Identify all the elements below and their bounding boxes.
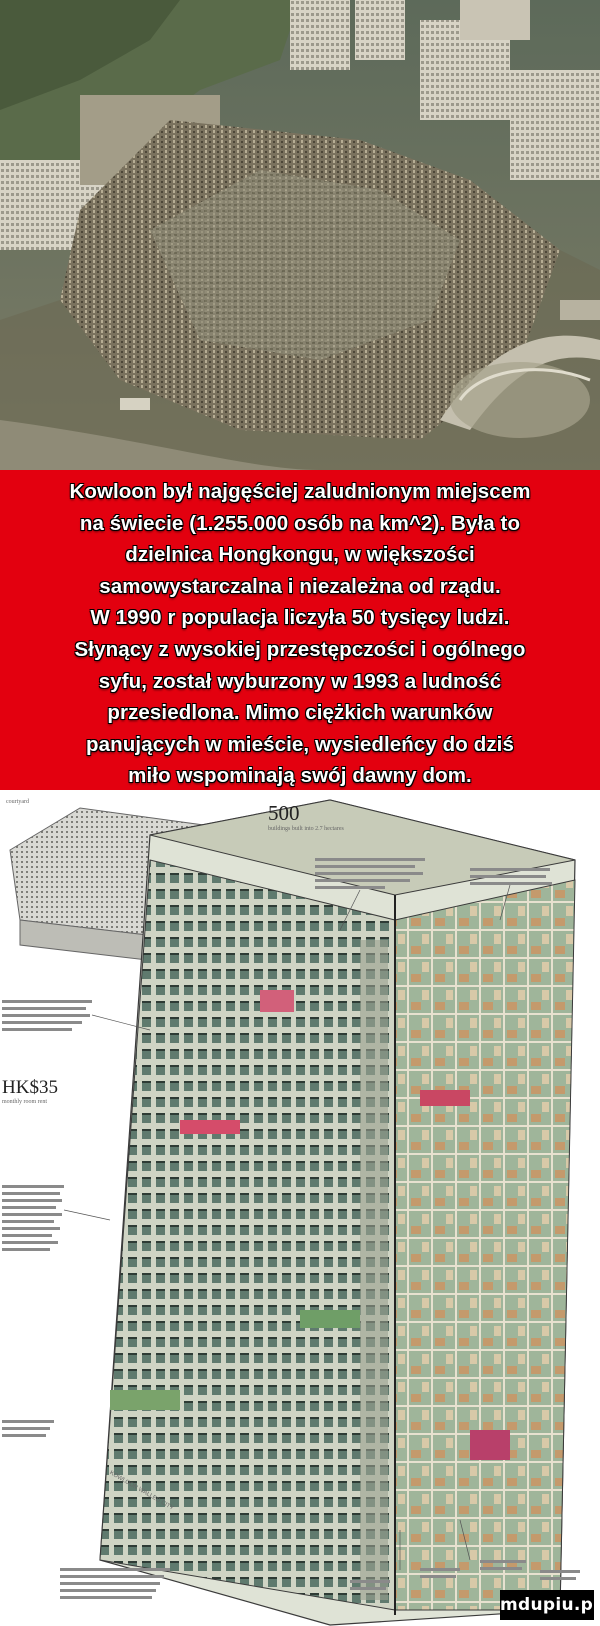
courtyard-label: courtyard xyxy=(6,799,29,805)
aerial-photo-graphic xyxy=(0,0,600,470)
headline-number: 500 xyxy=(268,801,300,825)
caption-box xyxy=(0,470,600,790)
headline-sub: buildings built into 2.7 hectares xyxy=(268,826,344,832)
watermark-logo: mdupiu.pl xyxy=(500,1590,594,1620)
caption-line: przesiedlona. Mimo ciężkich warunków xyxy=(107,701,493,725)
caption-line: W 1990 r populacja liczyła 50 tysięcy ludzi. xyxy=(90,606,510,630)
caption-line: dzielnica Hongkongu, w większości xyxy=(125,543,475,567)
caption-line: syfu, został wyburzony w 1993 a ludność xyxy=(98,669,502,693)
caption-line: panujących w mieście, wysiedleńcy do dziś xyxy=(86,732,514,756)
cutaway-illustration xyxy=(0,790,600,1626)
rent-sub: monthly room rent xyxy=(2,1099,47,1105)
rent-label: HK$35 xyxy=(2,1077,58,1098)
city-label: KOWLOON WALLED CITY xyxy=(108,1470,175,1512)
cutaway-graphic xyxy=(0,790,600,1626)
caption-line: na świecie (1.255.000 osób na km^2). Była to xyxy=(79,511,521,535)
caption-line: miło wspominają swój dawny dom. xyxy=(128,764,472,788)
caption-line: Kowloon był najgęściej zaludnionym miejscem xyxy=(69,480,531,503)
aerial-photo xyxy=(0,0,600,470)
caption-line: Słynący z wysokiej przestępczości i ogólnego xyxy=(74,637,526,661)
caption-line: samowystarczalna i niezależna od rządu. xyxy=(99,574,501,598)
